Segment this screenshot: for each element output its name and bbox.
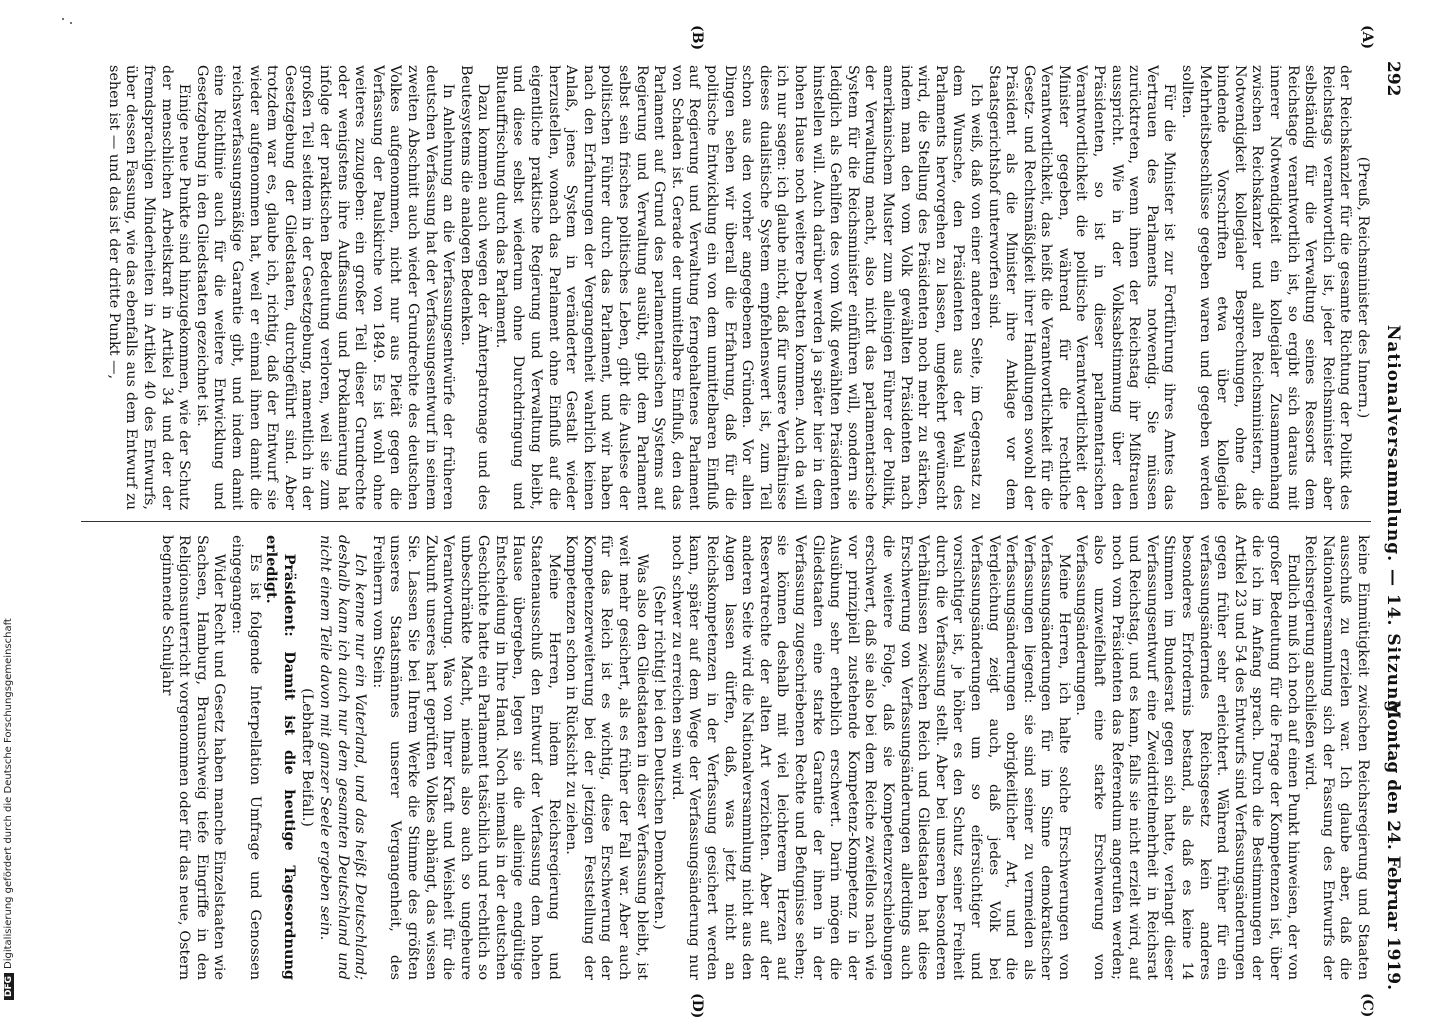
funding-credit bbox=[3, 618, 14, 1000]
column-divider bbox=[81, 521, 1371, 522]
rotated-page bbox=[75, 25, 1405, 1018]
paragraph: Dazu kommen auch wegen der Ämterpatronage und des Beutesystems die analogen Bedenken. bbox=[457, 65, 492, 510]
page-header bbox=[1377, 55, 1403, 990]
paragraph: In Anlehnung an die Verfassungsentwürfe der früheren deutschen Verfassung hat der Verfassungsentwurf in seinem zweiten Abschnitt auch wieder Grundrechte des deutschen Volkes aufgenommen, nicht nur aus Pietät gegen die Verfassung der Paulskirche von 1849. Es ist wohl ohne weiteres zuzugeben: ein großer Teil dieser Grundrechte oder wenigstens ihre Auffassung und Proklamierung hat infolge der praktischen Bedeutung verloren, weil sie zum großen Teil seitdem in der Gesetzgebung, namentlich in der Gesetzgebung der Gliedstaaten, durchgeführt sind. Aber trotzdem war es, glaube ich, richtig, daß der Entwurf sie wieder aufgenommen hat, weil er einmal ihnen damit die reichsverfassungsmäßige Garantie gibt, und indem damit eine Richtlinie auch für die weitere Entwicklung und Gesetzgebung in den Gliedstaaten gezeichnet ist. bbox=[193, 65, 457, 510]
interpellation-text: Wider Recht und Gesetz haben manche Einzelstaaten wie Sachsen, Hamburg, Braunschweig tiefe Eingriffe in den Religionsunterricht vorgenommen oder für das neue, Ostern beginnende Schuljahr bbox=[158, 535, 228, 980]
paragraph: Für die Minister ist zur Fortführung ihres Amtes das Vertrauen des Parlaments notwendig. Sie müssen zurücktreten, wenn ihnen der Reichstag ihr Mißtrauen ausspricht. Wie in der Volksabstimmung über den Präsidenten, so ist in dieser parlamentarischen Verantwortlichkeit die politische Verantwortlichkeit der Minister gegeben, während für die rechtliche Verantwortlichkeit, das heißt die Verantwortlichkeit für die Gesetz- und Rechtsmäßigkeit ihrer Handlungen sowohl der Präsident als die Minister ihre Anklage vor dem Staatsgerichtshof unterworfen sind. bbox=[985, 65, 1178, 510]
funding-credit-text: Digitalisierung gefördert durch die Deutsche Forschungsgemeinschaft bbox=[3, 618, 14, 969]
president-statement: Präsident: Damit ist die heutige Tagesordnung erledigt. bbox=[263, 535, 298, 980]
right-column bbox=[81, 535, 1371, 980]
paragraph: Meine Herren, indem Reichsregierung und Staatenausschuß den Entwurf der Verfassung dem hohen Hause übergeben, legen sie die alleinige endgültige Entscheidung in Ihre Hand. Noch niemals in der deutschen Geschichte hatte ein Parlament tatsächlich und rechtlich so unbeschränkte Macht, niemals also auch so ungeheure Verantwortung. Was von Ihrer Kraft und Weisheit für die Zukunft unseres hart geprüften Volkes abhängt, das wissen Sie. Lassen Sie bei Ihrem Werke die Stimme des größten unseres Staatsmännes unserer Vergangenheit, des Freiherrn vom Stein: bbox=[369, 535, 562, 980]
scan-speck bbox=[62, 18, 64, 20]
applause-note: (Lebhafter Beifall.) bbox=[299, 688, 316, 827]
paragraph: Meine Herren, ich halte solche Erschwerungen von Verfassungsänderungen für im Sinne demokratischer Verfassungen liegend: sie sind seiner zu vermeiden als Verfassungsänderungen obrigkeitlicher Art, und die Vergleichung zeigt auch, daß jedes Volk bei Verfassungsänderungen um so eifersüchtiger und vorsichtiger ist, je höher es den Schutz seiner Freiheit durch die Verfassung stellt. Aber bei unseren besonderen Verhältnissen zwischen Reich und Gliedstaaten hat diese Erschwerung von Verfassungsänderungen allerdings auch die weitere Folge, daß sie Kompetenzverschiebungen erschwert, daß sie also bei dem Reiche zweifellos nach wie vor prinzipiell zustehende Kompetenz-Kompetenz in der Ausübung sehr erheblich erschwert. Darin mögen die Gliedstaaten eine starke Garantie der ihnen in der Verfassung zugeschriebenen Rechte und Befugnisse sehen; sie können deshalb mit viel leichterem Herzen auf Reservatrechte der alten Art verzichten. Aber auf der anderen Seite wird die Nationalversammlung nicht aus den Augen lassen dürfen, daß, was jetzt nicht an Reichskompetenzen in der Verfassung gesichert werden kann, später auf dem Wege der Verfassungsänderung nur noch schwer zu erreichen sein wird. bbox=[668, 535, 1072, 980]
paragraph: Es ist folgende Interpellation Umfrage und Genossen eingegangen: bbox=[229, 535, 263, 980]
speaker-line: (Preuß, Reichsminister des Innern.) bbox=[1355, 156, 1371, 419]
dfg-logo: DFG bbox=[4, 973, 14, 1000]
page-title: Nationalversammlung. — 14. Sitzung. bbox=[1383, 324, 1403, 721]
margin-marker-b: (B) bbox=[689, 25, 705, 51]
paragraph: der Reichskanzler für die gesamte Richtung der Politik des Reichstags verantwortlich ist, jeder Reichsminister aber selbständig für die Verwaltung seines Ressorts dem Reichstage verantwortlich ist, so ergibt sich daraus mit innerer Notwendigkeit ein kollegialer Zusammenhang zwischen Reichskanzler und allen Reichsministern, die Notwendigkeit kollegialer Besprechungen, ohne daß bindende Vorschriften etwa über kollegiale Mehrheitsbeschlüsse gegeben waren und gegeben werden sollten. bbox=[1179, 65, 1354, 510]
paragraph: Endlich muß ich noch auf einen Punkt hinweisen, der von großer Bedeutung für die Frage der Kompetenzen ist, über die ich im Anfang sprach. Durch die Bestimmungen der Artikel 23 und 54 des Entwurfs sind Verfassungsänderungen gegen früher sehr erleichtert. Während früher für ein verfassungsänderndes Reichsgesetz kein anderes besonderes Erfordernis bestand, als daß es keine 14 Stimmen im Bundesrat gegen sich hatte, verlangt dieser Verfassungsentwurf eine Zweidrittelmehrheit in Reichsrat und Reichstag, und es kann, falls sie nicht erzielt wird, auf noch vom Präsidenten das Referendum angerufen werden; also unzweifelhaft eine starke Erschwerung von Verfassungsänderungen. bbox=[1073, 535, 1301, 980]
margin-marker-c: (C) bbox=[1359, 993, 1375, 1018]
paragraph: keine Einmütigkeit zwischen Reichsregierung und Staaten ausschuß zu erzielen war. Ich glaube aber, daß die Nationalversammlung sich der Fassung des Entwurfs der Reichsregierung anschließen wird. bbox=[1302, 535, 1371, 980]
interjection: (Sehr richtig! bei den Deutschen Demokraten.) bbox=[651, 585, 668, 930]
margin-marker-a: (A) bbox=[1359, 25, 1375, 50]
paragraph: Ich weiß, daß von einer anderen Seite, im Gegensatz zu dem Wunsche, den Präsidenten aus der Wahl des Parlaments hervorgehen zu lassen, umgekehrt gewünscht wird, die Stellung des Präsidenten noch mehr zu stärken, indem man den vom Volk gewählten Präsidenten nach amerikanischem Muster zum alleinigen Führer der Politik, der Verwaltung macht, also nicht das parlamentarische System für die Reichsminister einführen will, sondern sie lediglich als Gehilfen des vom Volk gewählten Präsidenten hinstellen will. Auch darüber werden ja später hier in dem hohen Hause noch weitere Debatten kommen. Auch da will ich nur sagen: ich glaube nicht, daß für unsere Verhältnisse dieses dualistische System empfehlenswert ist, zum Teil schon aus den vorher angegebenen Gründen. Vor allen Dingen sehen wir überall die Erfahrung, daß für die politische Entwicklung ein von dem unmittelbaren Einfluß auf Regierung und Verwaltung ferngehaltenes Parlament von Schaden ist. Gerade der unmittelbare Einfluß, den das Parlament auf Grund des parlamentarischen Systems auf Regierung und Verwaltung ausübt, gibt dem Parlament selbst sein frisches politisches Leben, gibt die Auslese der politischen Führer durch das Parlament, und wir haben nach den Erfahrungen der Vergangenheit wahrlich keinen Anlaß, jenes System in veränderter Gestalt wieder herzustellen, wonach das Parlament ohne Einfluß auf die eigentliche praktische Regierung und Verwaltung bleibt, und diese selbst wiederum ohne Durchdringung und Blutauffrischung durch das Parlament. bbox=[492, 65, 984, 510]
left-column bbox=[81, 65, 1371, 510]
paragraph: Was also den Gliedstaaten in dieser Verfassung bleibt, ist weit mehr gesichert, als es früher der Fall war. Aber auch für das Reich ist es wichtig, diese Erschwerung der Kompetenzerweiterung bei der jetzigen Feststellung der Kompetenzen schon in Rücksicht zu ziehen. bbox=[563, 535, 650, 980]
paragraph: Einige neue Punkte sind hinzugekommen, wie der Schutz der menschlichen Arbeitskraft in Artikel 34 und der der fremdsprachigen Minderheiten in Artikel 40 des Entwurfs, über dessen Fassung, wie das ebenfalls aus dem Entwurf zu sehen ist — und das ist der dritte Punkt —, bbox=[105, 65, 193, 510]
page-number: 292 bbox=[1383, 61, 1403, 97]
scan-speck bbox=[70, 22, 72, 24]
quotation: Ich kenne nur ein Vaterland, und das heißt Deutschland; deshalb kann ich auch nur dem gesamten Deutschland und nicht einem Teile davon mit ganzer Seele ergeben sein. bbox=[316, 535, 369, 980]
margin-marker-d: (D) bbox=[689, 993, 705, 1018]
session-date: Montag den 24. Februar 1919. bbox=[1383, 700, 1403, 990]
